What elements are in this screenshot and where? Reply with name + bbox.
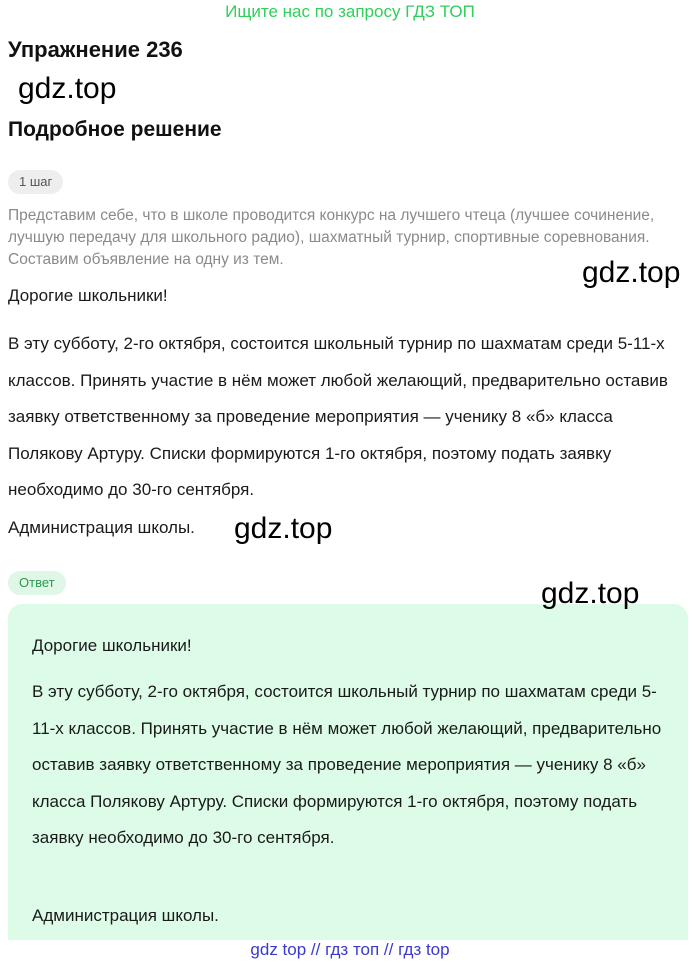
watermark: gdz.top	[541, 577, 640, 610]
step-badge: 1 шаг	[8, 170, 63, 194]
footer-links[interactable]: gdz top // гдз топ // гдз top	[250, 940, 450, 959]
watermark: gdz.top	[18, 72, 117, 105]
answer-box	[8, 604, 688, 940]
answer-greeting: Дорогие школьники!	[32, 636, 192, 655]
watermark: gdz.top	[234, 512, 333, 545]
answer-signature: Администрация школы.	[32, 906, 219, 925]
step-description: Представим себе, что в школе проводится конкурс на лучшего чтеца (лучшее сочинение, лучшую передачу для школьного радио), шахматный турнир, спортивные соревнования. Составим объявление на одну из тем.	[8, 207, 655, 268]
watermark: gdz.top	[582, 256, 681, 289]
solution-title: Подробное решение	[8, 118, 222, 141]
exercise-title: Упражнение 236	[8, 37, 183, 62]
promo-banner[interactable]: Ищите нас по запросу ГДЗ ТОП	[225, 2, 475, 21]
solution-signature: Администрация школы.	[8, 518, 195, 537]
solution-body: В эту субботу, 2-го октября, состоится школьный турнир по шахматам среди 5-11-х классов. Принять участие в нём может любой желающий, предварительно оставив заявку ответственному за проведение мероприятия — ученику 8 «б» класса Полякову Артуру. Списки формируются 1-го октября, поэтому подать заявку необходимо до 30-го сентября.	[8, 334, 668, 499]
answer-body: В эту субботу, 2-го октября, состоится школьный турнир по шахматам среди 5-11-х классов. Принять участие в нём может любой желающий, предварительно оставив заявку ответственному за проведение мероприятия — ученику 8 «б» класса Полякову Артуру. Списки формируются 1-го октября, поэтому подать заявку необходимо до 30-го сентября.	[32, 682, 662, 847]
answer-badge: Ответ	[8, 571, 66, 595]
solution-greeting: Дорогие школьники!	[8, 286, 168, 305]
